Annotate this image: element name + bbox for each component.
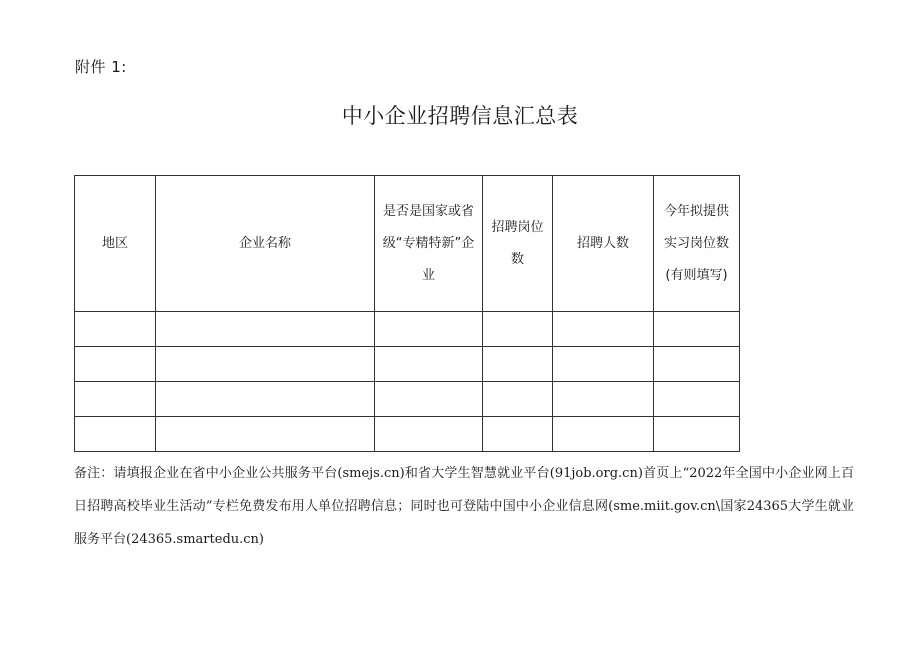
footnote: 备注：请填报企业在省中小企业公共服务平台(smejs.cn)和省大学生智慧就业平台(91job.org.cn)首页上“2022年全国中小企业网上百日招聘高校毕业生活动”专栏免费发布用人单位招聘信息；同时也可登陆中国中小企业信息网(sme.miit.gov.cn\国家24365大学生就业服务平台(24365.smartedu.cn) — [74, 466, 854, 547]
table-cell[interactable] — [553, 347, 654, 382]
table-cell[interactable] — [75, 382, 156, 417]
header-job-positions: 招聘岗位数 — [483, 176, 553, 312]
page-title: 中小企业招聘信息汇总表 — [341, 104, 579, 128]
table-cell[interactable] — [654, 417, 740, 452]
header-specialized-enterprise: 是否是国家或省级“专精特新”企业 — [375, 176, 483, 312]
table-cell[interactable] — [483, 347, 553, 382]
table-cell[interactable] — [75, 312, 156, 347]
header-region: 地区 — [75, 176, 156, 312]
table-row — [75, 347, 740, 382]
table-cell[interactable] — [156, 382, 375, 417]
table-cell[interactable] — [553, 312, 654, 347]
table-row — [75, 417, 740, 452]
table-cell[interactable] — [553, 417, 654, 452]
recruitment-summary-table — [74, 175, 740, 452]
attachment-label: 附件 1: — [75, 58, 127, 76]
table-cell[interactable] — [654, 382, 740, 417]
table-cell[interactable] — [156, 417, 375, 452]
table-cell[interactable] — [375, 347, 483, 382]
table-cell[interactable] — [75, 417, 156, 452]
table-cell[interactable] — [483, 382, 553, 417]
table-row — [75, 382, 740, 417]
table-cell[interactable] — [654, 347, 740, 382]
table-row — [75, 312, 740, 347]
table-cell[interactable] — [156, 347, 375, 382]
header-internship-positions: 今年拟提供实习岗位数(有则填写) — [654, 176, 740, 312]
header-company-name: 企业名称 — [156, 176, 375, 312]
table-cell[interactable] — [483, 417, 553, 452]
table-cell[interactable] — [483, 312, 553, 347]
table-cell[interactable] — [375, 312, 483, 347]
table-cell[interactable] — [375, 417, 483, 452]
table-cell[interactable] — [654, 312, 740, 347]
table-cell[interactable] — [75, 347, 156, 382]
table-cell[interactable] — [553, 382, 654, 417]
header-hire-count: 招聘人数 — [553, 176, 654, 312]
table-cell[interactable] — [375, 382, 483, 417]
table-cell[interactable] — [156, 312, 375, 347]
table-header-row — [75, 176, 740, 312]
